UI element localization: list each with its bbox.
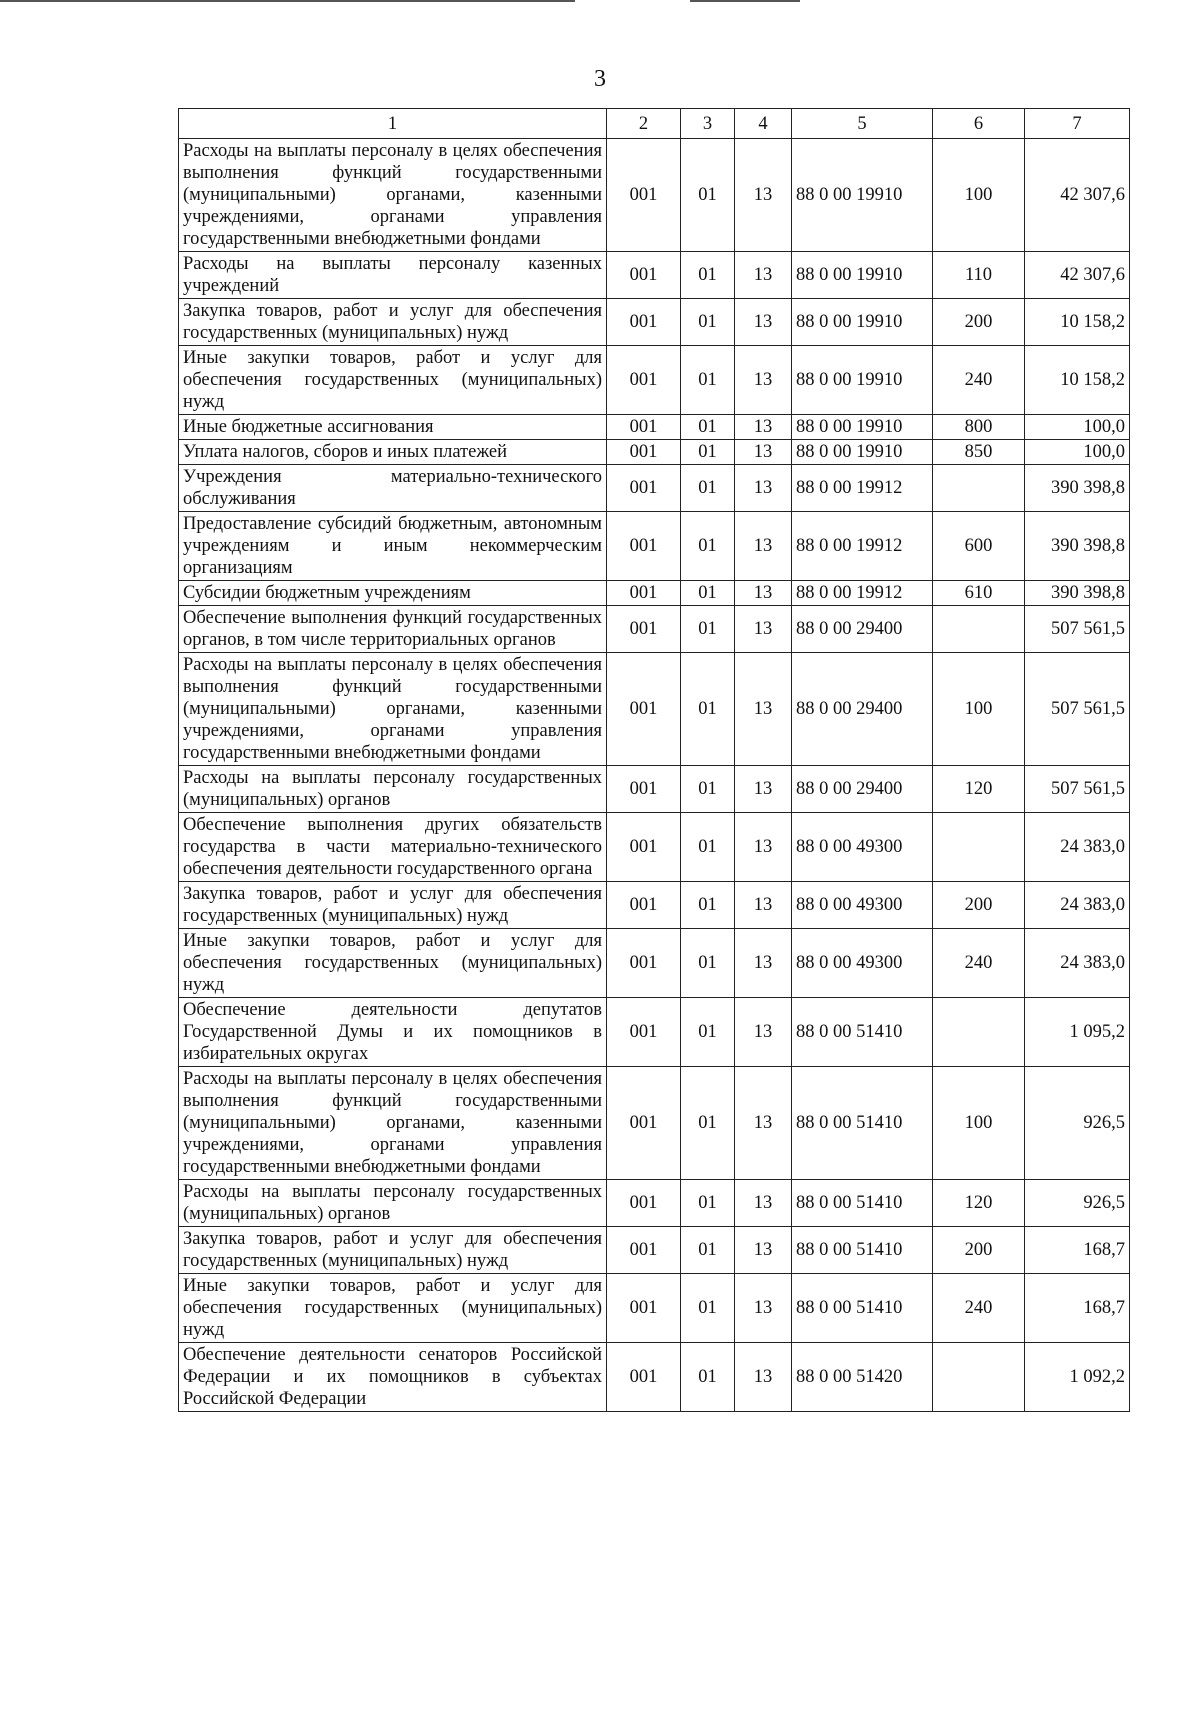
target-article-code: 88 0 00 19910 [792, 299, 933, 346]
expense-type-code: 240 [933, 929, 1025, 998]
grbs-code: 001 [607, 766, 681, 813]
expense-name: Обеспечение деятельности сенаторов Российской Федерации и их помощников в субъектах Российской Федерации [179, 1343, 607, 1412]
amount: 926,5 [1025, 1067, 1130, 1180]
table-row [179, 252, 1130, 299]
target-article-code: 88 0 00 49300 [792, 882, 933, 929]
target-article-code: 88 0 00 19912 [792, 512, 933, 581]
amount: 100,0 [1025, 415, 1130, 440]
grbs-code: 001 [607, 415, 681, 440]
amount: 168,7 [1025, 1227, 1130, 1274]
table-row [179, 1343, 1130, 1412]
target-article-code: 88 0 00 19910 [792, 346, 933, 415]
expense-name: Учреждения материально-технического обслуживания [179, 465, 607, 512]
section-code: 01 [681, 606, 735, 653]
expense-type-code [933, 465, 1025, 512]
budget-table [178, 108, 1130, 1412]
amount: 10 158,2 [1025, 346, 1130, 415]
amount: 42 307,6 [1025, 139, 1130, 252]
section-code: 01 [681, 581, 735, 606]
column-header: 1 [179, 109, 607, 139]
subsection-code: 13 [735, 1343, 792, 1412]
grbs-code: 001 [607, 606, 681, 653]
expense-name: Расходы на выплаты персоналу в целях обеспечения выполнения функций государственными (муниципальными) органами, казенными учреждениями, органами управления государственными внебюджетными фондами [179, 139, 607, 252]
grbs-code: 001 [607, 465, 681, 512]
target-article-code: 88 0 00 51410 [792, 1274, 933, 1343]
target-article-code: 88 0 00 19912 [792, 465, 933, 512]
table-header-row [179, 109, 1130, 139]
expense-type-code: 800 [933, 415, 1025, 440]
table-row [179, 1227, 1130, 1274]
expense-name: Иные закупки товаров, работ и услуг для обеспечения государственных (муниципальных) нужд [179, 1274, 607, 1343]
subsection-code: 13 [735, 512, 792, 581]
grbs-code: 001 [607, 1274, 681, 1343]
expense-type-code [933, 1343, 1025, 1412]
amount: 926,5 [1025, 1180, 1130, 1227]
section-code: 01 [681, 415, 735, 440]
target-article-code: 88 0 00 49300 [792, 929, 933, 998]
grbs-code: 001 [607, 252, 681, 299]
target-article-code: 88 0 00 51410 [792, 1227, 933, 1274]
expense-name: Закупка товаров, работ и услуг для обеспечения государственных (муниципальных) нужд [179, 1227, 607, 1274]
table-row [179, 606, 1130, 653]
expense-type-code: 110 [933, 252, 1025, 299]
subsection-code: 13 [735, 1180, 792, 1227]
section-code: 01 [681, 998, 735, 1067]
column-header: 3 [681, 109, 735, 139]
target-article-code: 88 0 00 51420 [792, 1343, 933, 1412]
expense-name: Предоставление субсидий бюджетным, автономным учреждениям и иным некоммерческим организациям [179, 512, 607, 581]
amount: 24 383,0 [1025, 882, 1130, 929]
grbs-code: 001 [607, 998, 681, 1067]
expense-type-code: 240 [933, 346, 1025, 415]
table-row [179, 929, 1130, 998]
section-code: 01 [681, 139, 735, 252]
table-row [179, 139, 1130, 252]
grbs-code: 001 [607, 653, 681, 766]
amount: 507 561,5 [1025, 606, 1130, 653]
subsection-code: 13 [735, 465, 792, 512]
table-row [179, 581, 1130, 606]
amount: 390 398,8 [1025, 512, 1130, 581]
expense-type-code: 200 [933, 882, 1025, 929]
table-row [179, 813, 1130, 882]
table-row [179, 512, 1130, 581]
scan-edge-line-right [690, 0, 800, 2]
table-row [179, 1067, 1130, 1180]
expense-name: Обеспечение выполнения функций государственных органов, в том числе территориальных органов [179, 606, 607, 653]
target-article-code: 88 0 00 19910 [792, 252, 933, 299]
amount: 100,0 [1025, 440, 1130, 465]
subsection-code: 13 [735, 929, 792, 998]
grbs-code: 001 [607, 882, 681, 929]
target-article-code: 88 0 00 19910 [792, 440, 933, 465]
amount: 42 307,6 [1025, 252, 1130, 299]
table-row [179, 465, 1130, 512]
section-code: 01 [681, 882, 735, 929]
target-article-code: 88 0 00 19910 [792, 415, 933, 440]
section-code: 01 [681, 813, 735, 882]
subsection-code: 13 [735, 581, 792, 606]
target-article-code: 88 0 00 51410 [792, 1180, 933, 1227]
column-header: 5 [792, 109, 933, 139]
expense-name: Иные закупки товаров, работ и услуг для обеспечения государственных (муниципальных) нужд [179, 346, 607, 415]
grbs-code: 001 [607, 1067, 681, 1180]
expense-name: Уплата налогов, сборов и иных платежей [179, 440, 607, 465]
expense-name: Расходы на выплаты персоналу казенных учреждений [179, 252, 607, 299]
amount: 1 092,2 [1025, 1343, 1130, 1412]
table-row [179, 1180, 1130, 1227]
section-code: 01 [681, 653, 735, 766]
section-code: 01 [681, 440, 735, 465]
expense-name: Закупка товаров, работ и услуг для обеспечения государственных (муниципальных) нужд [179, 882, 607, 929]
subsection-code: 13 [735, 766, 792, 813]
expense-name: Закупка товаров, работ и услуг для обеспечения государственных (муниципальных) нужд [179, 299, 607, 346]
subsection-code: 13 [735, 139, 792, 252]
section-code: 01 [681, 929, 735, 998]
expense-name: Расходы на выплаты персоналу в целях обеспечения выполнения функций государственными (муниципальными) органами, казенными учреждениями, органами управления государственными внебюджетными фондами [179, 1067, 607, 1180]
expense-type-code [933, 606, 1025, 653]
amount: 24 383,0 [1025, 813, 1130, 882]
table-row [179, 653, 1130, 766]
amount: 24 383,0 [1025, 929, 1130, 998]
table-row [179, 415, 1130, 440]
target-article-code: 88 0 00 29400 [792, 766, 933, 813]
expense-name: Расходы на выплаты персоналу в целях обеспечения выполнения функций государственными (муниципальными) органами, казенными учреждениями, органами управления государственными внебюджетными фондами [179, 653, 607, 766]
subsection-code: 13 [735, 1067, 792, 1180]
column-header: 6 [933, 109, 1025, 139]
target-article-code: 88 0 00 29400 [792, 653, 933, 766]
column-header: 2 [607, 109, 681, 139]
table-row [179, 346, 1130, 415]
section-code: 01 [681, 346, 735, 415]
section-code: 01 [681, 299, 735, 346]
amount: 507 561,5 [1025, 766, 1130, 813]
column-header: 4 [735, 109, 792, 139]
expense-type-code: 200 [933, 1227, 1025, 1274]
target-article-code: 88 0 00 19912 [792, 581, 933, 606]
subsection-code: 13 [735, 415, 792, 440]
grbs-code: 001 [607, 139, 681, 252]
subsection-code: 13 [735, 1274, 792, 1343]
target-article-code: 88 0 00 51410 [792, 998, 933, 1067]
table-row [179, 882, 1130, 929]
expense-type-code: 120 [933, 766, 1025, 813]
section-code: 01 [681, 512, 735, 581]
amount: 507 561,5 [1025, 653, 1130, 766]
table-row [179, 1274, 1130, 1343]
subsection-code: 13 [735, 299, 792, 346]
expense-type-code [933, 998, 1025, 1067]
target-article-code: 88 0 00 51410 [792, 1067, 933, 1180]
grbs-code: 001 [607, 299, 681, 346]
expense-type-code: 610 [933, 581, 1025, 606]
grbs-code: 001 [607, 512, 681, 581]
table-row [179, 998, 1130, 1067]
grbs-code: 001 [607, 1343, 681, 1412]
subsection-code: 13 [735, 252, 792, 299]
section-code: 01 [681, 1227, 735, 1274]
table-row [179, 299, 1130, 346]
subsection-code: 13 [735, 653, 792, 766]
expense-type-code: 200 [933, 299, 1025, 346]
expense-type-code: 850 [933, 440, 1025, 465]
amount: 1 095,2 [1025, 998, 1130, 1067]
grbs-code: 001 [607, 346, 681, 415]
subsection-code: 13 [735, 346, 792, 415]
expense-name: Расходы на выплаты персоналу государственных (муниципальных) органов [179, 766, 607, 813]
section-code: 01 [681, 766, 735, 813]
grbs-code: 001 [607, 1180, 681, 1227]
grbs-code: 001 [607, 929, 681, 998]
amount: 10 158,2 [1025, 299, 1130, 346]
page-number: 3 [594, 66, 606, 92]
expense-type-code: 120 [933, 1180, 1025, 1227]
grbs-code: 001 [607, 581, 681, 606]
grbs-code: 001 [607, 440, 681, 465]
expense-name: Иные бюджетные ассигнования [179, 415, 607, 440]
amount: 168,7 [1025, 1274, 1130, 1343]
expense-type-code: 100 [933, 139, 1025, 252]
subsection-code: 13 [735, 882, 792, 929]
section-code: 01 [681, 252, 735, 299]
expense-type-code: 600 [933, 512, 1025, 581]
grbs-code: 001 [607, 813, 681, 882]
target-article-code: 88 0 00 49300 [792, 813, 933, 882]
table-row [179, 766, 1130, 813]
target-article-code: 88 0 00 19910 [792, 139, 933, 252]
subsection-code: 13 [735, 813, 792, 882]
expense-name: Обеспечение выполнения других обязательств государства в части материально-технического обеспечения деятельности государственного органа [179, 813, 607, 882]
expense-name: Обеспечение деятельности депутатов Государственной Думы и их помощников в избирательных округах [179, 998, 607, 1067]
subsection-code: 13 [735, 998, 792, 1067]
subsection-code: 13 [735, 440, 792, 465]
section-code: 01 [681, 1343, 735, 1412]
expense-name: Субсидии бюджетным учреждениям [179, 581, 607, 606]
expense-type-code [933, 813, 1025, 882]
expense-type-code: 100 [933, 1067, 1025, 1180]
section-code: 01 [681, 1067, 735, 1180]
subsection-code: 13 [735, 1227, 792, 1274]
expense-type-code: 240 [933, 1274, 1025, 1343]
section-code: 01 [681, 1274, 735, 1343]
table-row [179, 440, 1130, 465]
expense-name: Иные закупки товаров, работ и услуг для обеспечения государственных (муниципальных) нужд [179, 929, 607, 998]
grbs-code: 001 [607, 1227, 681, 1274]
subsection-code: 13 [735, 606, 792, 653]
section-code: 01 [681, 1180, 735, 1227]
section-code: 01 [681, 465, 735, 512]
expense-type-code: 100 [933, 653, 1025, 766]
target-article-code: 88 0 00 29400 [792, 606, 933, 653]
scan-edge-line-left [0, 0, 575, 2]
amount: 390 398,8 [1025, 581, 1130, 606]
amount: 390 398,8 [1025, 465, 1130, 512]
expense-name: Расходы на выплаты персоналу государственных (муниципальных) органов [179, 1180, 607, 1227]
column-header: 7 [1025, 109, 1130, 139]
